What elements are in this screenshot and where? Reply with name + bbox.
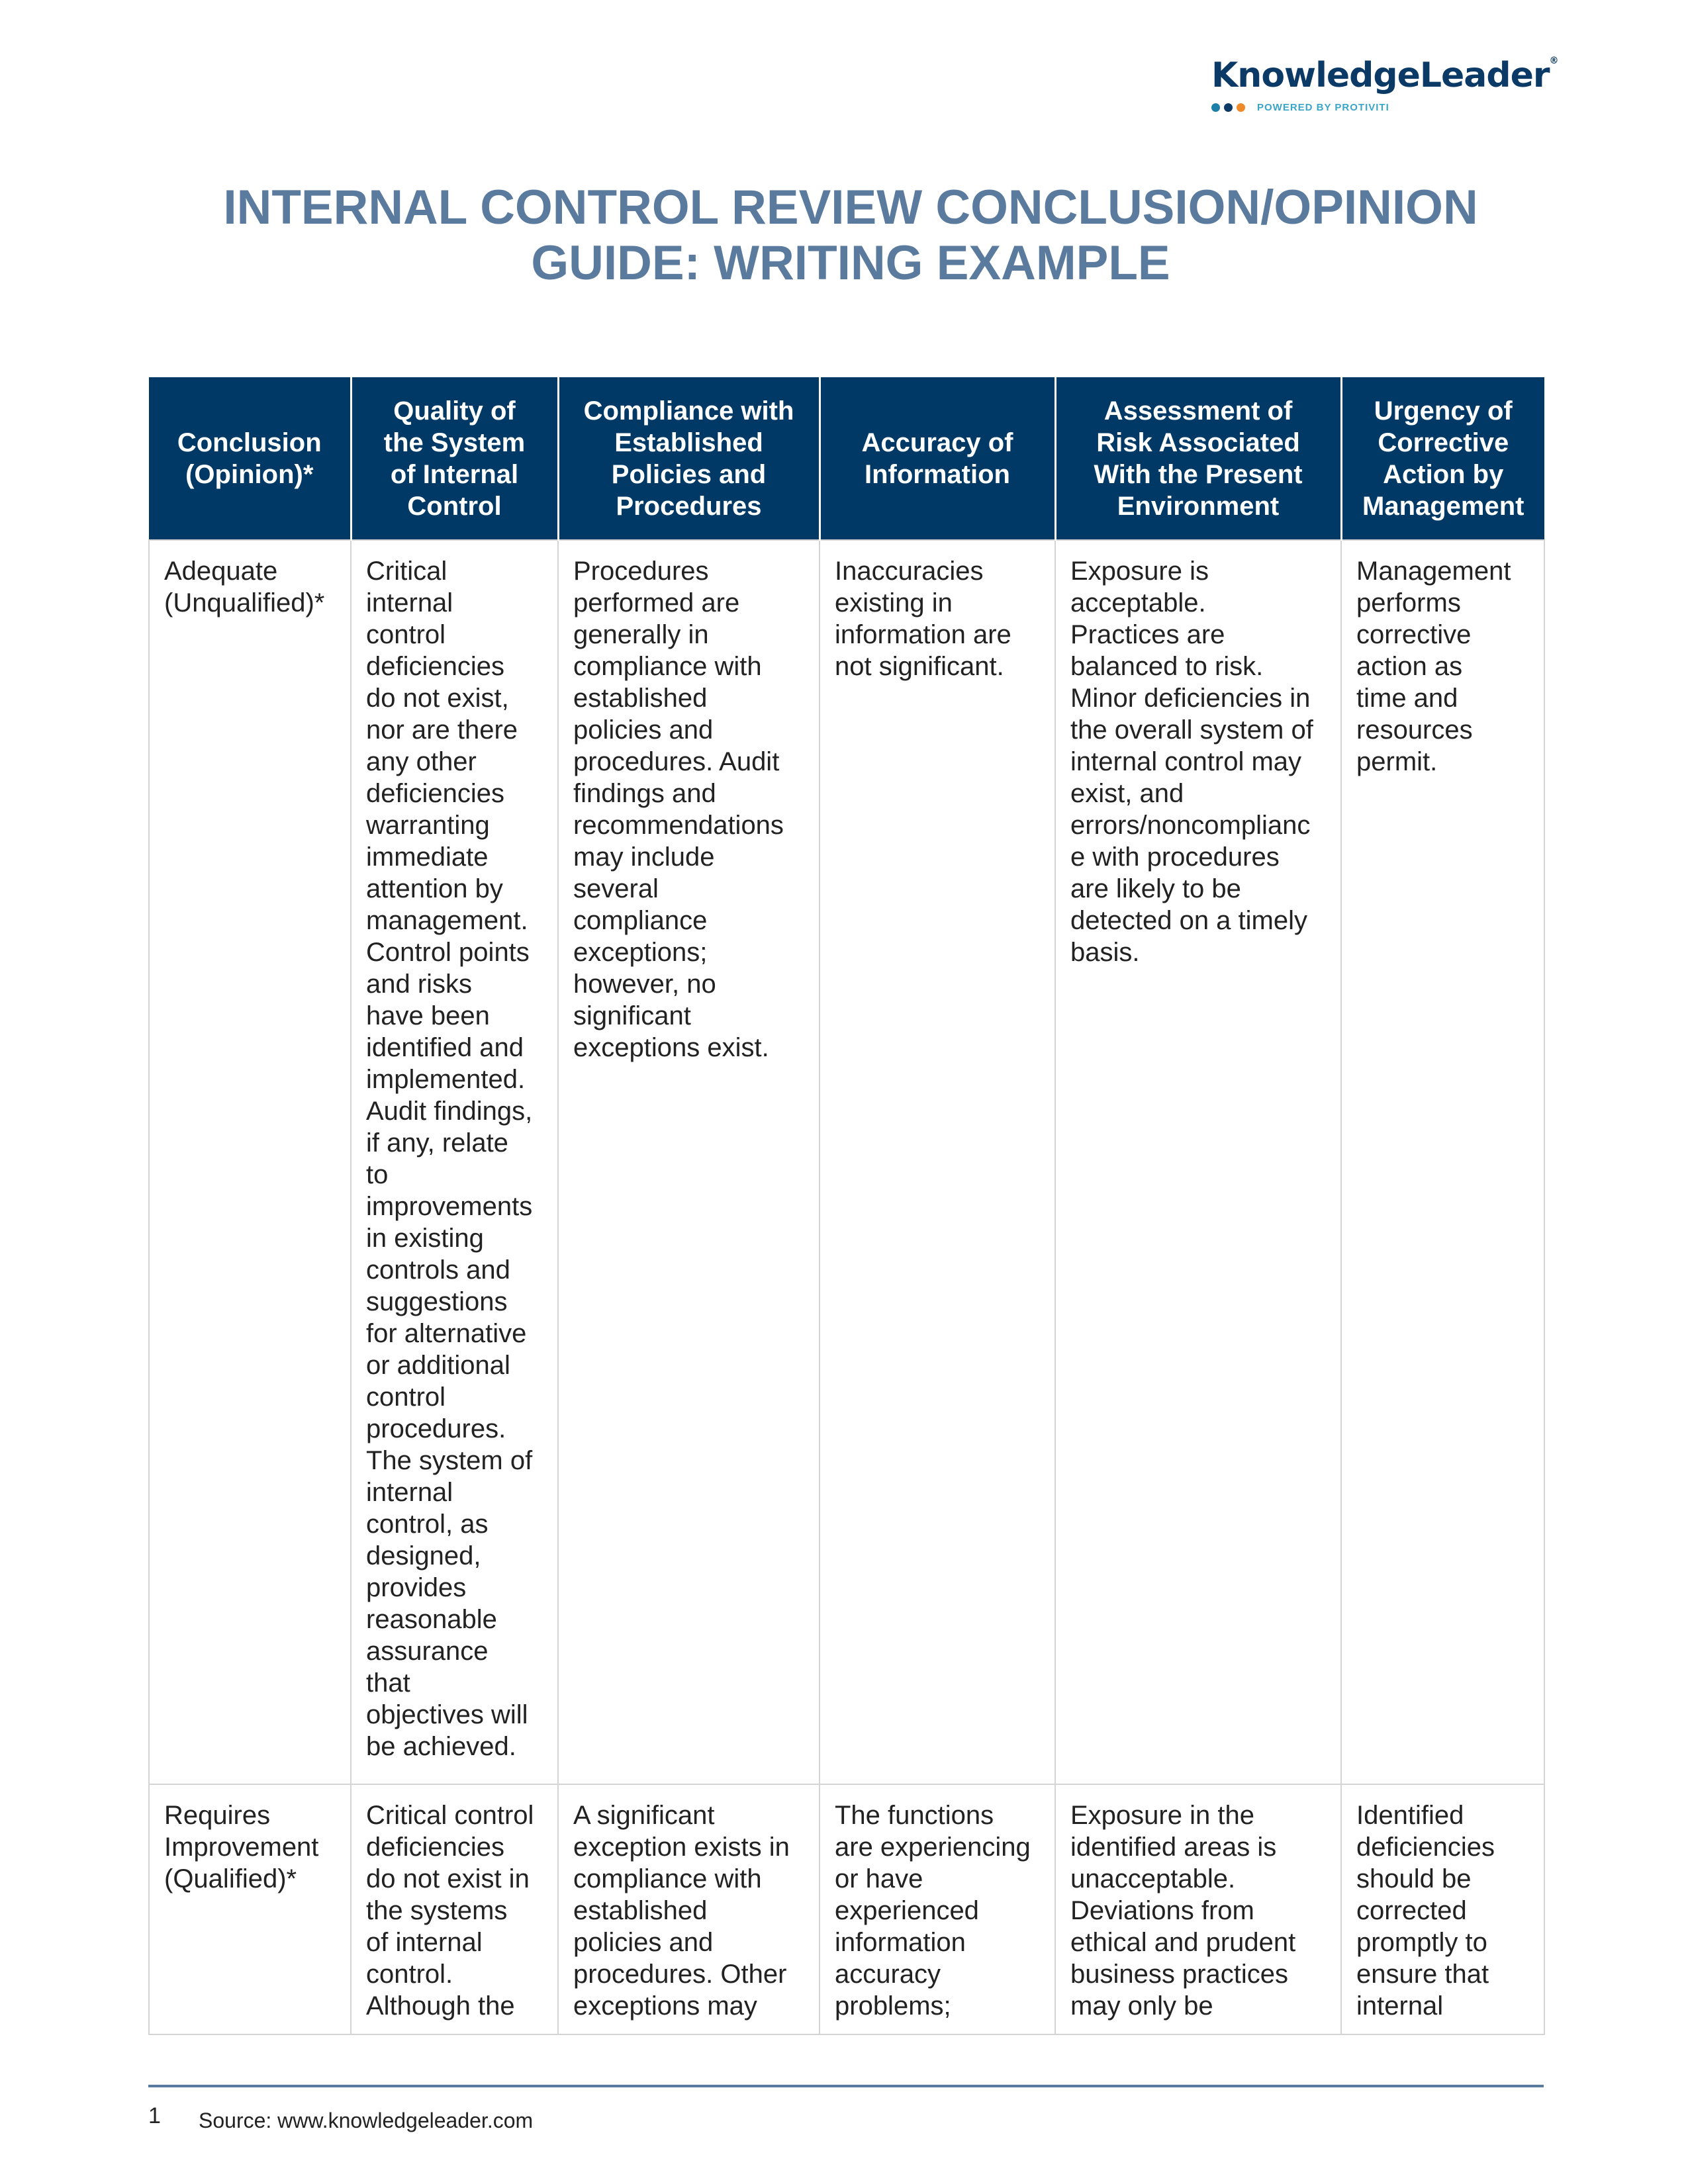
title-line-1: INTERNAL CONTROL REVIEW CONCLUSION/OPINION: [223, 181, 1478, 234]
logo-dot-teal: [1211, 103, 1220, 112]
table-cell: Exposure is acceptable. Practices are balanced to risk. Minor deficiencies in the overall system of internal control may exist, and errors/noncomplianc e with procedures are likely to be detected on a timely basis.: [1055, 540, 1341, 1784]
table-cell: Adequate (Unqualified)*: [149, 540, 351, 1784]
header-quality-of-system: Quality of the System of Internal Control: [351, 377, 558, 540]
knowledgeleader-logo: [1211, 56, 1556, 113]
table-cell: Inaccuracies existing in information are not significant.: [820, 540, 1055, 1784]
table-row: [149, 1784, 1544, 2034]
header-risk-assessment: Assessment of Risk Associated With the Present Environment: [1055, 377, 1341, 540]
logo-dot-orange: [1237, 103, 1245, 112]
table-cell: A significant exception exists in compliance with established policies and procedures. Other exceptions may: [558, 1784, 820, 2034]
header-accuracy: Accuracy of Information: [820, 377, 1055, 540]
table-cell: Critical control deficiencies do not exist in the systems of internal control. Although the: [351, 1784, 558, 2034]
table-cell: Management performs corrective action as time and resources permit.: [1341, 540, 1544, 1784]
logo-tagline: POWERED BY PROTIVITI: [1257, 102, 1389, 113]
logo-dots-icon: [1211, 103, 1245, 112]
title-line-2: GUIDE: WRITING EXAMPLE: [531, 236, 1170, 290]
header-urgency: Urgency of Corrective Action by Management: [1341, 377, 1544, 540]
table-cell: Requires Improvement (Qualified)*: [149, 1784, 351, 2034]
page-title: [132, 180, 1569, 291]
opinion-guide-table: [148, 377, 1545, 2035]
table-cell: Identified deficiencies should be corrected promptly to ensure that internal: [1341, 1784, 1544, 2034]
table-row: [149, 540, 1544, 1784]
header-conclusion: Conclusion (Opinion)*: [149, 377, 351, 540]
logo-dot-navy: [1224, 103, 1233, 112]
table-header-row: [149, 377, 1544, 540]
source-note: Source: www.knowledgeleader.com: [199, 2109, 534, 2132]
header-compliance: Compliance with Established Policies and Procedures: [558, 377, 820, 540]
table-cell: Critical internal control deficiencies do not exist, nor are there any other deficiencies warranting immediate attention by management. Control points and risks have been identified and implemented. Audit findings, if any, relate to improvements in existing controls and suggestions for alternative or additional control procedures. The system of internal control, as designed, provides reasonable assurance that objectives will be achieved.: [351, 540, 558, 1784]
table-cell: Exposure in the identified areas is unacceptable. Deviations from ethical and prudent business practices may only be: [1055, 1784, 1341, 2034]
page-number: 1: [148, 2103, 161, 2128]
table-cell: Procedures performed are generally in compliance with established policies and procedures. Audit findings and recommendations may include several compliance exceptions; however, no significant exceptions exist.: [558, 540, 820, 1784]
table-cell: The functions are experiencing or have experienced information accuracy problems;: [820, 1784, 1055, 2034]
registered-mark: ®: [1549, 56, 1558, 66]
logo-wordmark: KnowledgeLeader: [1211, 56, 1550, 95]
footer-divider: [148, 2085, 1544, 2087]
